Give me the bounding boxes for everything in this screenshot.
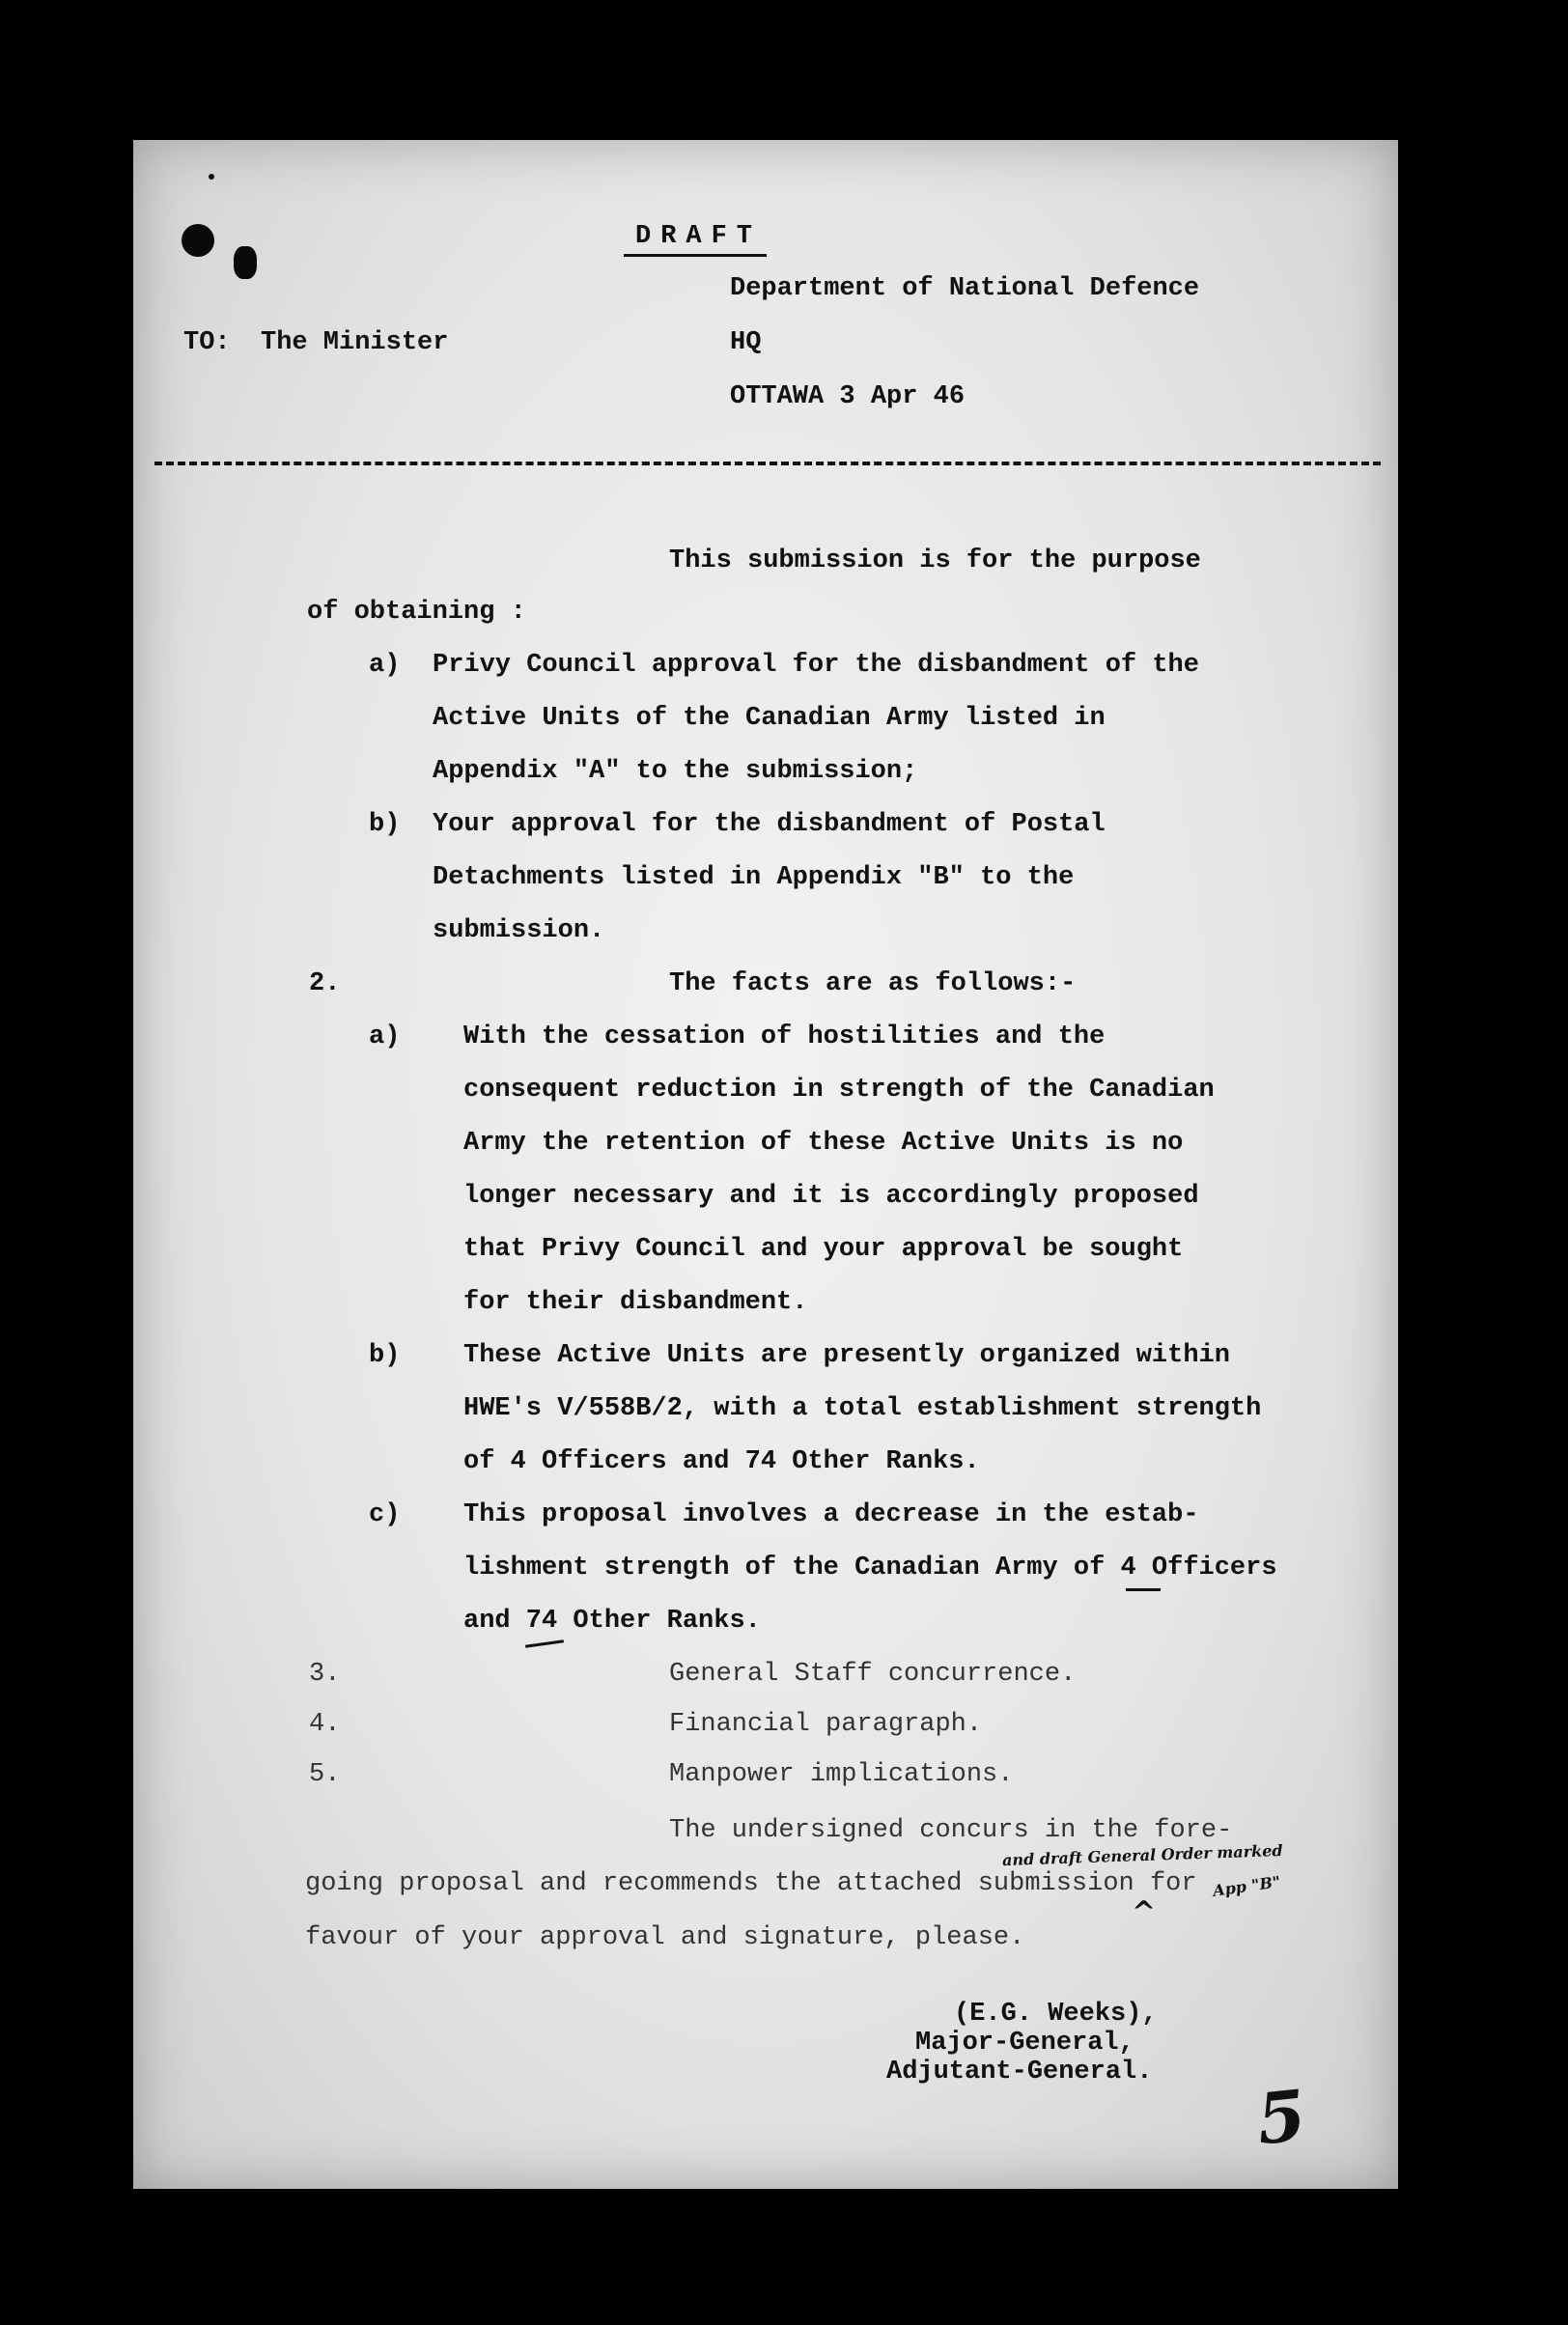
para-2c-marker: c) xyxy=(369,1500,401,1529)
para-2-heading: The facts are as follows:- xyxy=(669,969,1077,998)
para-3-number: 3. xyxy=(309,1660,341,1689)
closing-line-2: going proposal and recommends the attached submission for xyxy=(305,1869,1197,1898)
signature-name: (E.G. Weeks), xyxy=(954,2000,1158,2029)
para-3-text: General Staff concurrence. xyxy=(669,1660,1077,1689)
pencil-underline-ranks xyxy=(525,1639,564,1648)
signature-rank: Major-General, xyxy=(915,2029,1134,2058)
item-a-line-1: Privy Council approval for the disbandment of the xyxy=(433,651,1199,680)
closing-line-1: The undersigned concurs in the fore- xyxy=(669,1816,1233,1845)
speck-mark xyxy=(209,174,214,180)
para-2b-line-3: of 4 Officers and 74 Other Ranks. xyxy=(463,1447,980,1476)
para-2a-line-5: that Privy Council and your approval be sought xyxy=(463,1235,1184,1264)
header-divider xyxy=(154,462,1381,465)
para-2c-line-1: This proposal involves a decrease in the estab- xyxy=(463,1500,1199,1529)
pencil-underline-officers xyxy=(1126,1588,1161,1591)
place-date: OTTAWA 3 Apr 46 xyxy=(730,382,966,411)
para-2b-line-2: HWE's V/558B/2, with a total establishment strength xyxy=(463,1394,1262,1423)
department-name: Department of National Defence xyxy=(730,274,1200,303)
para-2b-marker: b) xyxy=(369,1341,401,1370)
para-2a-line-4: longer necessary and it is accordingly proposed xyxy=(463,1182,1199,1211)
handwritten-page-number: 5 xyxy=(1252,2073,1310,2161)
item-a-marker: a) xyxy=(369,651,401,680)
handwritten-caret: ^ xyxy=(1132,1895,1157,1929)
item-a-line-2: Active Units of the Canadian Army listed in xyxy=(433,704,1106,733)
to-label: TO: xyxy=(183,328,231,357)
para-2-number: 2. xyxy=(309,969,341,998)
para-2b-line-1: These Active Units are presently organized within xyxy=(463,1341,1230,1370)
to-recipient: The Minister xyxy=(261,328,449,357)
para-2a-line-1: With the cessation of hostilities and the xyxy=(463,1022,1106,1051)
para-5-number: 5. xyxy=(309,1760,341,1789)
para-2a-marker: a) xyxy=(369,1022,401,1051)
para-4-number: 4. xyxy=(309,1710,341,1739)
item-b-line-1: Your approval for the disbandment of Postal xyxy=(433,810,1106,839)
document-title: DRAFT xyxy=(635,222,763,251)
intro-line-2: of obtaining : xyxy=(307,598,526,627)
para-2a-line-3: Army the retention of these Active Units is no xyxy=(463,1129,1184,1158)
item-a-line-3: Appendix "A" to the submission; xyxy=(433,757,918,786)
para-2a-line-6: for their disbandment. xyxy=(463,1288,808,1317)
item-b-marker: b) xyxy=(369,810,401,839)
signature-title: Adjutant-General. xyxy=(886,2058,1153,2087)
para-4-text: Financial paragraph. xyxy=(669,1710,983,1739)
hq-label: HQ xyxy=(730,328,762,357)
handwritten-insertion-appendix: App "B" xyxy=(1211,1872,1282,1900)
para-2a-line-2: consequent reduction in strength of the Canadian xyxy=(463,1076,1215,1105)
closing-line-3: favour of your approval and signature, please. xyxy=(305,1923,1025,1952)
handwritten-insertion: and draft General Order marked xyxy=(1001,1840,1283,1870)
para-5-text: Manpower implications. xyxy=(669,1760,1014,1789)
para-2c-line-2: lishment strength of the Canadian Army of 4 Officers xyxy=(463,1554,1277,1583)
item-b-line-3: submission. xyxy=(433,916,605,945)
punch-hole-mark-2 xyxy=(234,246,257,279)
punch-hole-mark xyxy=(182,224,214,257)
intro-line-1: This submission is for the purpose xyxy=(669,546,1201,575)
title-underline xyxy=(624,254,767,257)
item-b-line-2: Detachments listed in Appendix "B" to the xyxy=(433,863,1075,892)
document-page xyxy=(133,140,1398,2189)
para-2c-line-3: and 74 Other Ranks. xyxy=(463,1607,761,1636)
